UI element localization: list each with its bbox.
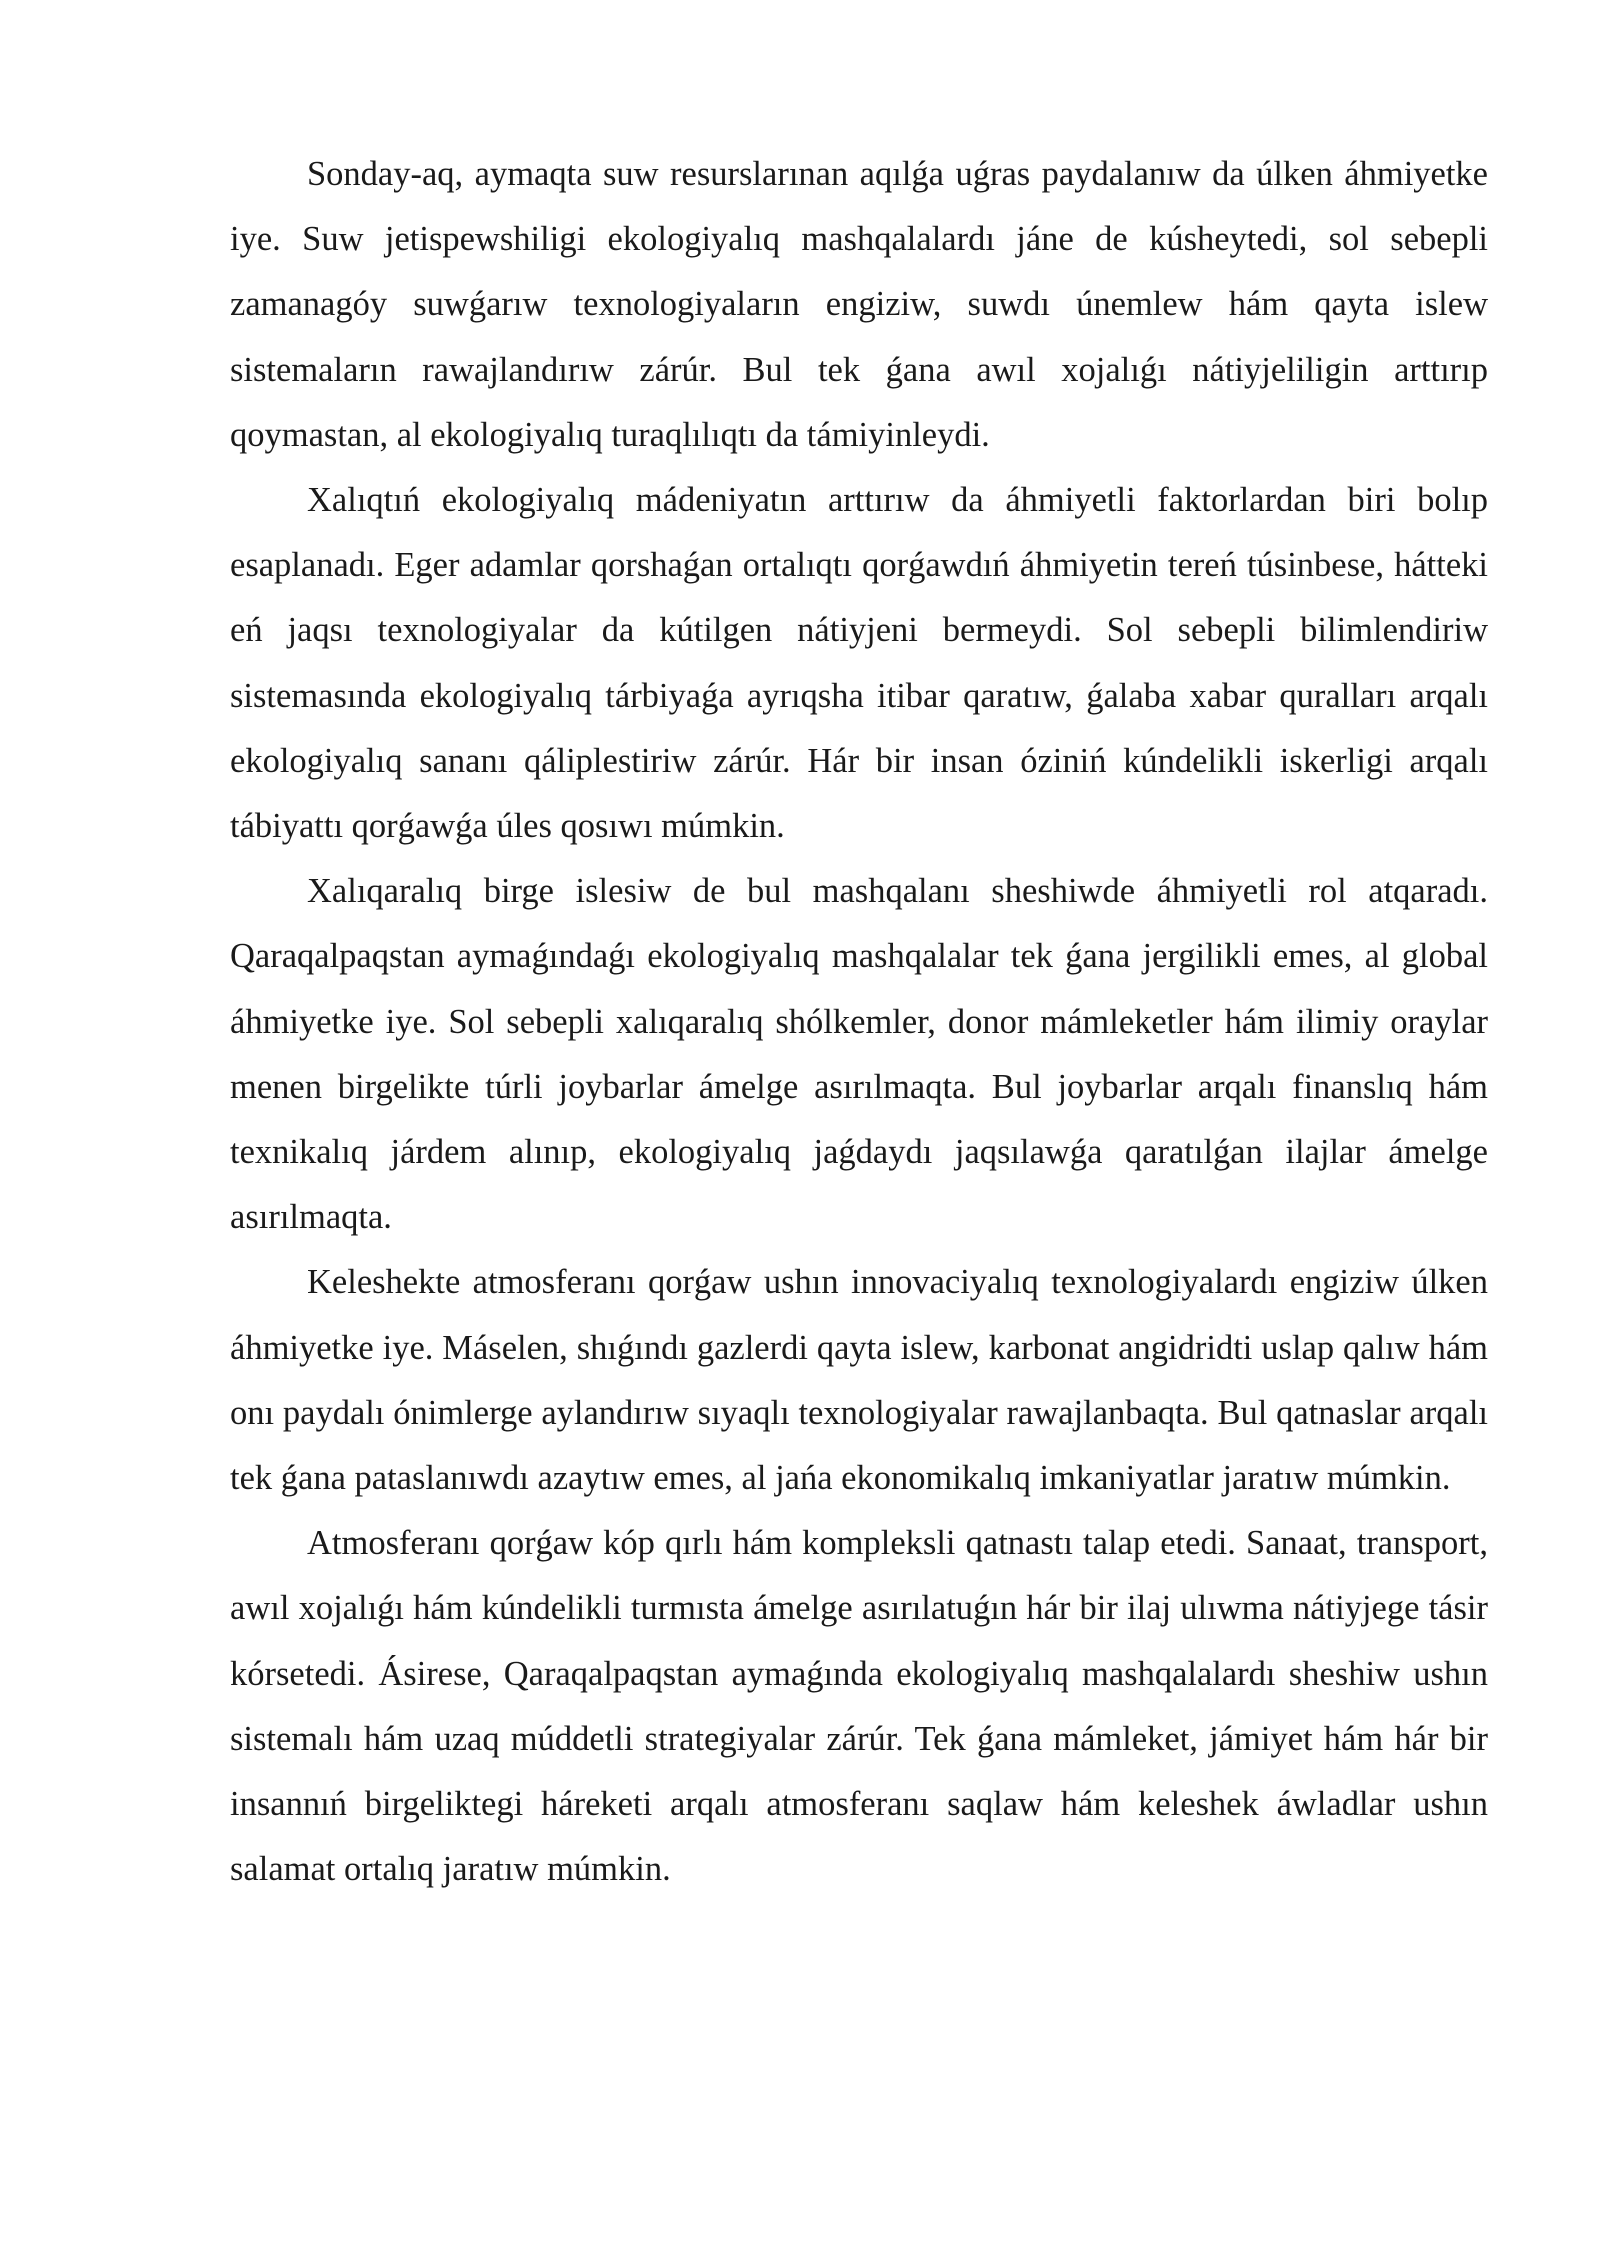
paragraph-conclusion: Atmosferanı qorǵaw kóp qırlı hám kompleksli qatnastı talap etedi. Sanaat, transport, awıl xojalıǵı hám kúndelikli turmısta ámelge asırılatuǵın hár bir ilaj ulıwma nátiyjege tásir kórsetedi. Ásirese, Qaraqalpaqstan aymaǵında ekologiyalıq mashqalalardı sheshiw ushın sistemalı hám uzaq múddetli strategiyalar zárúr. Tek ǵana mámleket, jámiyet hám hár bir insannıń birgeliktegi háreketi arqalı atmosferanı saqlaw hám keleshek áwladlar ushın salamat ortalıq jaratıw múmkin. (230, 1524, 1488, 1889)
document-body (230, 142, 1488, 1902)
paragraph-water-resources: Sonday-aq, aymaqta suw resurslarınan aqılǵa uǵras paydalanıw da úlken áhmiyetke iye. Suw jetispewshiligi ekologiyalıq mashqalalardı jáne de kúsheytedi, sol sebepli zamanagóy suwǵarıw texnologiyaların engiziw, suwdı únemlew hám qayta islew sistemaların rawajlandırıw zárúr. Bul tek ǵana awıl xojalıǵı nátiyjeliligin arttırıp qoymastan, al ekologiyalıq turaqlılıqtı da támiyinleydi. (230, 155, 1488, 454)
paragraph-ecological-culture: Xalıqtıń ekologiyalıq mádeniyatın arttırıw da áhmiyetli faktorlardan biri bolıp esaplanadı. Eger adamlar qorshaǵan ortalıqtı qorǵawdıń áhmiyetin tereń túsinbese, hátteki eń jaqsı texnologiyalar da kútilgen nátiyjeni bermeydi. Sol sebepli bilimlendiriw sistemasında ekologiyalıq tárbiyaǵa ayrıqsha itibar qaratıw, ǵalaba xabar quralları arqalı ekologiyalıq sananı qáliplestiriw zárúr. Hár bir insan óziniń kúndelikli iskerligi arqalı tábiyattı qorǵawǵa úles qosıwı múmkin. (230, 481, 1488, 846)
paragraph-innovative-technologies: Keleshekte atmosferanı qorǵaw ushın innovaciyalıq texnologiyalardı engiziw úlken áhmiyetke iye. Máselen, shıǵındı gazlerdi qayta islew, karbonat angidridti uslap qalıw hám onı paydalı ónimlerge aylandırıw sıyaqlı texnologiyalar rawajlanbaqta. Bul qatnaslar arqalı tek ǵana pataslanıwdı azaytıw emes, al jańa ekonomikalıq imkaniyatlar jaratıw múmkin. (230, 1263, 1488, 1498)
paragraph-international-cooperation: Xalıqaralıq birge islesiw de bul mashqalanı sheshiwde áhmiyetli rol atqaradı. Qaraqalpaqstan aymaǵındaǵı ekologiyalıq mashqalalar tek ǵana jergilikli emes, al global áhmiyetke iye. Sol sebepli xalıqaralıq shólkemler, donor mámleketler hám ilimiy oraylar menen birgelikte túrli joybarlar ámelge asırılmaqta. Bul joybarlar arqalı finanslıq hám texnikalıq járdem alınıp, ekologiyalıq jaǵdaydı jaqsılawǵa qaratılǵan ilajlar ámelge asırılmaqta. (230, 872, 1488, 1237)
